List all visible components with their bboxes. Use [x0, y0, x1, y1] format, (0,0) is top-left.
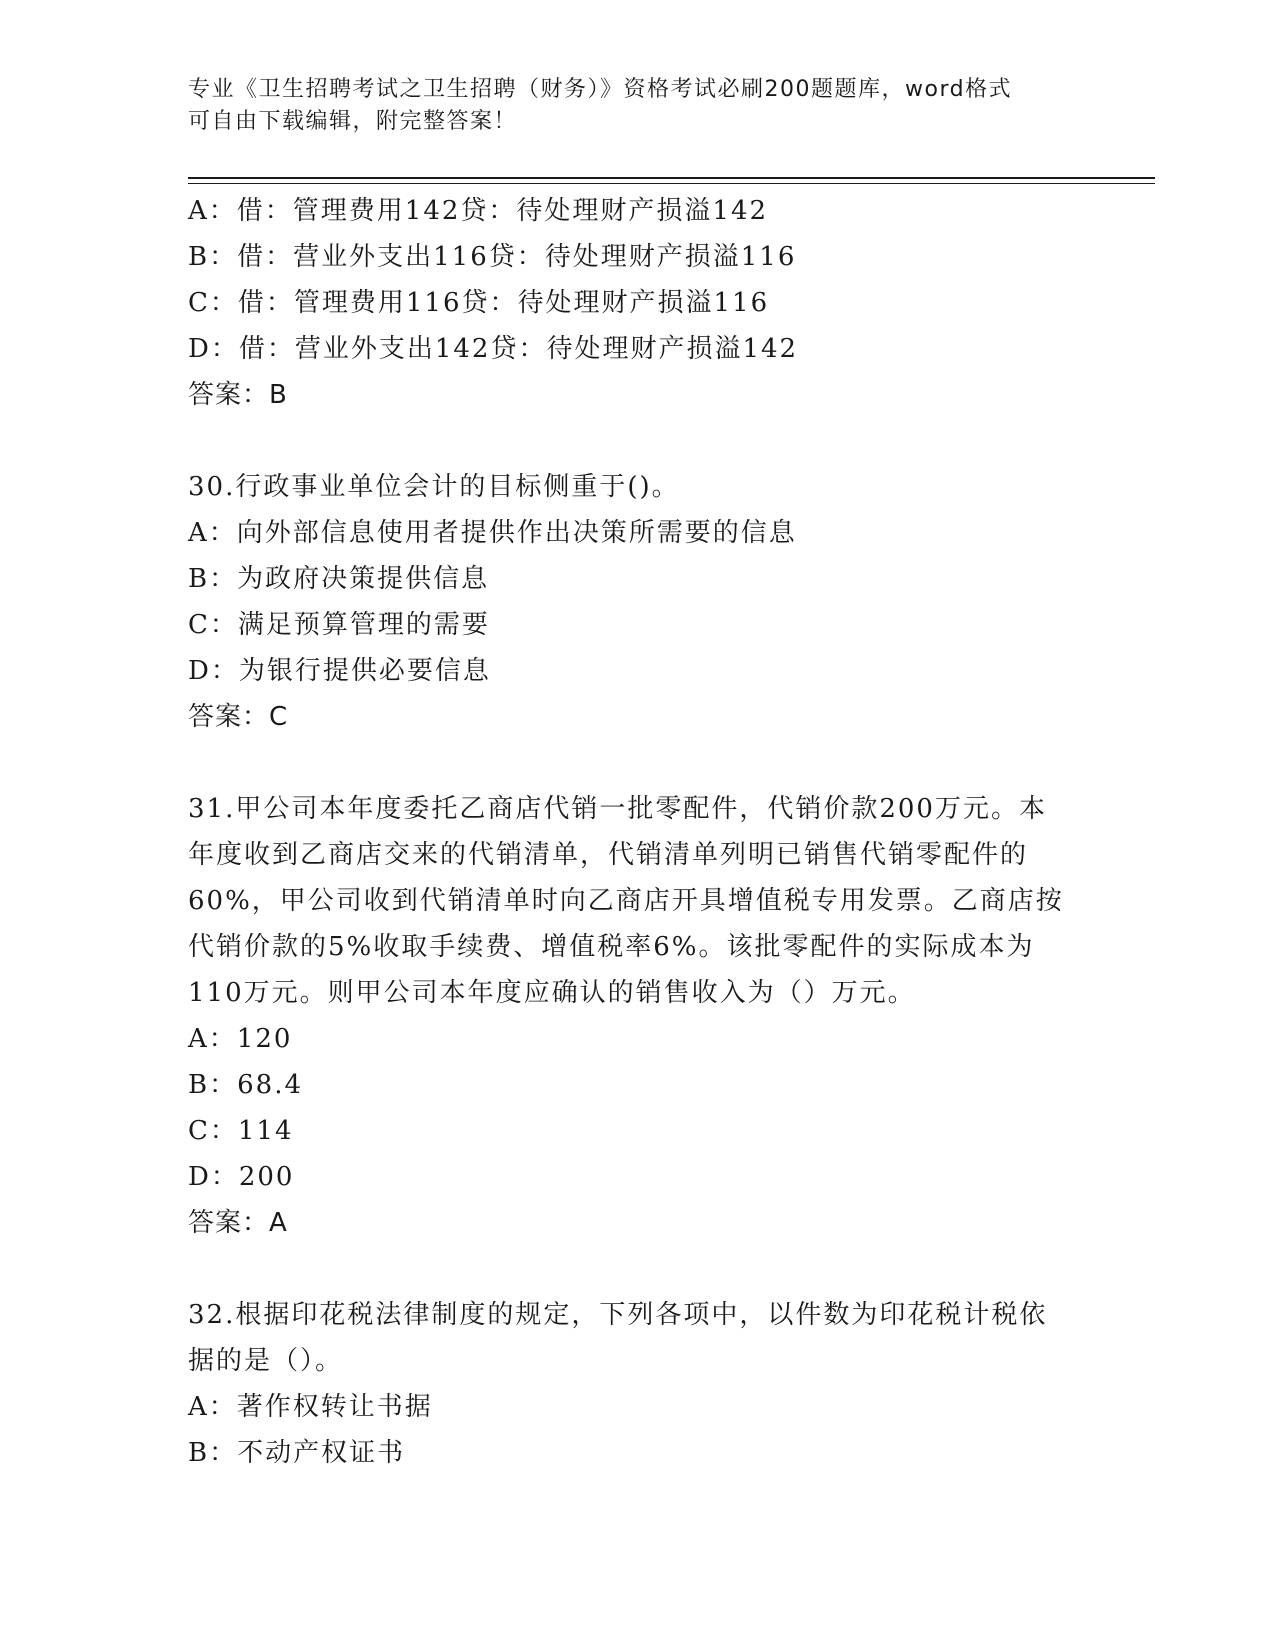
header-divider-thick: [188, 177, 1155, 179]
option-c: C：借：管理费用116贷：待处理财产损溢116: [188, 288, 770, 318]
option-b: B：68.4: [188, 1070, 303, 1100]
question-stem-line: 31.甲公司本年度委托乙商店代销一批零配件，代销价款200万元。本: [188, 794, 1047, 824]
option-a: A：借：管理费用142贷：待处理财产损溢142: [188, 196, 769, 226]
answer-line: 答案：A: [188, 1208, 288, 1238]
question-29: [188, 188, 1088, 418]
question-list: [188, 188, 1088, 1476]
option-a: A：著作权转让书据: [188, 1392, 433, 1422]
answer-line: 答案：B: [188, 380, 288, 410]
question-stem-line: 60%，甲公司收到代销清单时向乙商店开具增值税专用发票。乙商店按: [188, 886, 1064, 916]
header-divider-thin: [188, 183, 1155, 184]
option-c: C：满足预算管理的需要: [188, 610, 490, 640]
option-d: D：200: [188, 1162, 295, 1192]
option-b: B：不动产权证书: [188, 1438, 406, 1468]
option-d: D：借：营业外支出142贷：待处理财产损溢142: [188, 334, 799, 364]
option-b: B：为政府决策提供信息: [188, 564, 490, 594]
answer-line: 答案：C: [188, 702, 289, 732]
option-b: B：借：营业外支出116贷：待处理财产损溢116: [188, 242, 797, 272]
option-c: C：114: [188, 1116, 294, 1146]
question-stem-line: 据的是（）。: [188, 1346, 344, 1376]
spacer: [188, 418, 1088, 464]
question-stem: 30.行政事业单位会计的目标侧重于()。: [188, 472, 680, 502]
option-a: A：120: [188, 1024, 293, 1054]
header-line-2: 可自由下载编辑，附完整答案！: [188, 109, 518, 134]
question-stem-line: 代销价款的5%收取手续费、增值税率6%。该批零配件的实际成本为: [188, 932, 1035, 962]
question-31: [188, 786, 1088, 1246]
question-stem-line: 32.根据印花税法律制度的规定，下列各项中，以件数为印花税计税依: [188, 1300, 1048, 1330]
question-30: [188, 464, 1088, 740]
header-line-1: 专业《卫生招聘考试之卫生招聘（财务）》资格考试必刷200题题库，word格式: [188, 77, 1013, 102]
spacer: [188, 740, 1088, 786]
document-header: [188, 74, 1088, 138]
option-a: A：向外部信息使用者提供作出决策所需要的信息: [188, 518, 797, 548]
spacer: [188, 1246, 1088, 1292]
question-stem-line: 110万元。则甲公司本年度应确认的销售收入为（）万元。: [188, 978, 916, 1008]
question-32: [188, 1292, 1088, 1476]
option-d: D：为银行提供必要信息: [188, 656, 491, 686]
question-stem-line: 年度收到乙商店交来的代销清单，代销清单列明已销售代销零配件的: [188, 840, 1029, 870]
